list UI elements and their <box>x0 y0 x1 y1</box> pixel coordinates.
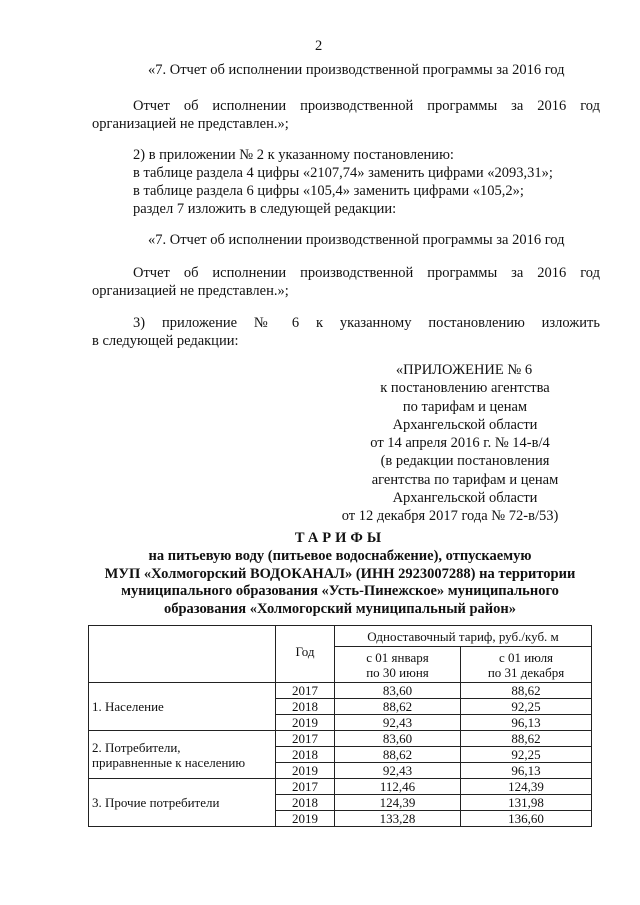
tariff-table <box>88 625 592 827</box>
section-heading-2: «7. Отчет об исполнении производственной программы за 2016 год <box>148 232 565 248</box>
title-line: МУП «Холмогорский ВОДОКАНАЛ» (ИНН 2923007288) на территории <box>104 565 576 582</box>
year-cell: 2019 <box>276 715 335 731</box>
group-label-line: 3. Прочие потребители <box>92 795 220 810</box>
paragraph-line: Отчет об исполнении производственной программы за 2016 год <box>133 98 600 114</box>
header-empty-cell <box>89 626 276 683</box>
appendix-line: «ПРИЛОЖЕНИЕ № 6 <box>395 362 533 378</box>
table-row <box>89 683 592 699</box>
value-cell: 83,60 <box>335 731 461 747</box>
header-period-2 <box>461 647 592 683</box>
year-cell: 2019 <box>276 763 335 779</box>
title-line: образования «Холмогорский муниципальный район» <box>163 601 517 618</box>
table-row <box>89 779 592 795</box>
appendix-line: по тарифам и ценам <box>402 398 528 415</box>
header-year: Год <box>276 626 335 683</box>
header-period-2-line2: по 31 декабря <box>487 664 565 680</box>
appendix-line: Архангельской области <box>392 416 538 433</box>
page-number: 2 <box>315 38 323 54</box>
value-cell: 83,60 <box>335 683 461 699</box>
value-cell: 88,62 <box>335 699 461 715</box>
title-heading: ТАРИФЫ <box>294 530 386 546</box>
year-cell: 2017 <box>276 683 335 699</box>
year-cell: 2017 <box>276 731 335 747</box>
value-cell: 133,28 <box>335 811 461 827</box>
value-cell: 88,62 <box>335 747 461 763</box>
paragraph-line: 3) приложение № 6 к указанному постановлению изложить <box>133 315 600 331</box>
table-row <box>89 731 592 747</box>
paragraph-line: Отчет об исполнении производственной программы за 2016 год <box>133 265 600 281</box>
header-period-1-line2: по 30 июня <box>366 664 429 680</box>
header-period-1 <box>335 647 461 683</box>
value-cell: 124,39 <box>335 795 461 811</box>
appendix-line: от 12 декабря 2017 года № 72-в/53) <box>341 508 559 525</box>
paragraph-line: организацией не представлен.»; <box>92 283 289 299</box>
section-heading-1: «7. Отчет об исполнении производственной программы за 2016 год <box>148 62 565 78</box>
paragraph-line: в таблице раздела 6 цифры «105,4» заменить цифрами «105,2»; <box>133 183 524 199</box>
value-cell: 96,13 <box>461 763 592 779</box>
paragraph-line: организацией не представлен.»; <box>92 116 289 132</box>
group-label-line: приравненные к населению <box>92 754 246 770</box>
appendix-line: к постановлению агентства <box>380 380 550 397</box>
year-cell: 2019 <box>276 811 335 827</box>
value-cell: 92,43 <box>335 715 461 731</box>
header-period-2-line1: с 01 июля <box>498 649 554 665</box>
year-cell: 2017 <box>276 779 335 795</box>
paragraph-line: в следующей редакции: <box>92 333 239 349</box>
title-line: на питьевую воду (питьевое водоснабжение), отпускаемую <box>148 547 532 564</box>
appendix-block <box>300 361 600 526</box>
group-label <box>89 683 276 731</box>
value-cell: 124,39 <box>461 779 592 795</box>
year-cell: 2018 <box>276 699 335 715</box>
value-cell: 92,25 <box>461 747 592 763</box>
header-period-1-line1: с 01 января <box>366 649 429 665</box>
appendix-line: (в редакции постановления <box>380 453 550 470</box>
group-label-line: 2. Потребители, <box>92 739 181 755</box>
appendix-line: агентства по тарифам и ценам <box>371 471 559 488</box>
title-line: муниципального образования «Усть-Пинежское» муниципального <box>121 583 559 600</box>
year-cell: 2018 <box>276 747 335 763</box>
value-cell: 96,13 <box>461 715 592 731</box>
group-label <box>89 731 276 779</box>
appendix-line: Архангельской области <box>392 490 538 507</box>
paragraph-line: раздел 7 изложить в следующей редакции: <box>133 201 397 217</box>
value-cell: 92,43 <box>335 763 461 779</box>
year-cell: 2018 <box>276 795 335 811</box>
group-label <box>89 779 276 827</box>
value-cell: 112,46 <box>335 779 461 795</box>
document-title <box>80 530 600 619</box>
paragraph-line: в таблице раздела 4 цифры «2107,74» заменить цифрами «2093,31»; <box>133 165 553 181</box>
header-tariff: Одноставочный тариф, руб./куб. м <box>335 626 592 647</box>
group-label-line: 1. Население <box>92 699 164 714</box>
value-cell: 88,62 <box>461 731 592 747</box>
appendix-line: от 14 апреля 2016 г. № 14-в/4 <box>370 435 550 452</box>
value-cell: 88,62 <box>461 683 592 699</box>
paragraph-line: 2) в приложении № 2 к указанному постановлению: <box>133 147 454 163</box>
value-cell: 92,25 <box>461 699 592 715</box>
value-cell: 136,60 <box>461 811 592 827</box>
value-cell: 131,98 <box>461 795 592 811</box>
